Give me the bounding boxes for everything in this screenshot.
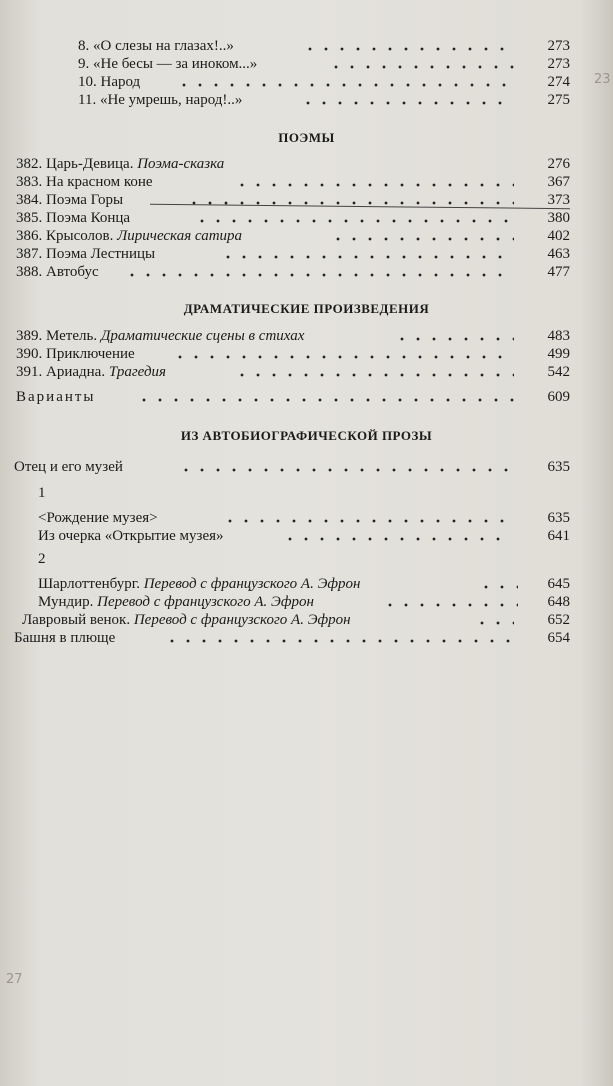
entry-label: 9. «Не бесы — за иноком...» — [78, 56, 258, 72]
page-number: 645 — [547, 576, 570, 592]
entry-title: Приключение — [46, 346, 135, 362]
toc-entry-father — [14, 458, 570, 476]
entry-subtitle: Поэма-сказка — [137, 156, 225, 172]
margin-mark-bottom: 27 — [6, 972, 23, 987]
page-number: 635 — [547, 510, 570, 526]
entry-title: Шарлоттенбург. — [38, 576, 140, 592]
leader-dots — [222, 509, 514, 527]
entry-label: <Рождение музея> — [38, 510, 158, 526]
entry-number: 384. — [16, 192, 43, 208]
toc-entry-11 — [78, 91, 570, 109]
entry-number: 383. — [16, 174, 43, 190]
page-number: 273 — [547, 56, 570, 72]
page-number: 274 — [547, 74, 570, 90]
leader-dots — [234, 173, 514, 191]
toc-entry-383 — [16, 173, 570, 191]
entry-title: Мундир. — [38, 594, 94, 610]
page-number: 275 — [547, 92, 570, 108]
page-number: 654 — [547, 630, 570, 646]
leader-dots — [220, 245, 514, 263]
page-number: 402 — [547, 228, 570, 244]
toc-entry-389 — [16, 327, 570, 345]
toc-entry-birth — [38, 509, 570, 527]
page-number: 276 — [547, 156, 570, 172]
page-number: 648 — [547, 594, 570, 610]
toc-entry-laurel — [22, 611, 570, 629]
leader-dots — [234, 363, 514, 381]
page-number: 609 — [547, 389, 570, 405]
entry-subtitle: Перевод с французского А. Эфрон — [133, 612, 351, 628]
toc-entry-391 — [16, 363, 570, 381]
entry-number: 390. — [16, 346, 43, 362]
toc-entry-essay — [38, 527, 570, 545]
page-number: 652 — [547, 612, 570, 628]
page-number: 380 — [547, 210, 570, 226]
leader-dots — [124, 263, 514, 281]
toc-entry-382 — [16, 155, 570, 173]
leader-dots — [328, 55, 514, 73]
section-heading-poems: ПОЭМЫ — [278, 130, 335, 145]
leader-dots — [330, 227, 514, 245]
toc-entry-10 — [78, 73, 570, 91]
leader-dots — [176, 73, 514, 91]
leader-dots — [300, 91, 514, 109]
leader-dots — [178, 458, 514, 476]
entry-label: 11. «Не умрешь, народ!..» — [78, 92, 243, 108]
page-number: 499 — [547, 346, 570, 362]
toc-entry-386 — [16, 227, 570, 245]
leader-dots — [194, 209, 514, 227]
entry-label: Варианты — [16, 389, 96, 405]
entry-title: Поэма Горы — [46, 192, 124, 208]
leader-dots — [382, 593, 518, 611]
entry-title: На красном коне — [46, 174, 153, 190]
leader-dots — [282, 527, 506, 545]
toc-entry-387 — [16, 245, 570, 263]
entry-title: Царь-Девица. — [46, 156, 134, 172]
toc-entry-9 — [78, 55, 570, 73]
page-number: 641 — [547, 528, 570, 544]
leader-dots — [302, 37, 512, 55]
toc-entry-mundir — [38, 593, 570, 611]
entry-number: 385. — [16, 210, 43, 226]
entry-title: Крысолов. — [46, 228, 114, 244]
toc-entry-charlottenburg — [38, 575, 570, 593]
entry-label: 8. «О слезы на глазах!..» — [78, 38, 234, 54]
section-heading-drama: ДРАМАТИЧЕСКИЕ ПРОИЗВЕДЕНИЯ — [183, 301, 430, 316]
part-number: 2 — [38, 551, 46, 567]
toc-entry-385 — [16, 209, 570, 227]
entry-label: Башня в плюще — [14, 630, 116, 646]
entry-number: 387. — [16, 246, 43, 262]
margin-mark-top: 23 — [594, 72, 611, 87]
entry-title: Лавровый венок. — [22, 612, 131, 628]
entry-number: 391. — [16, 364, 43, 380]
entry-title: Автобус — [46, 264, 99, 280]
entry-title: Поэма Конца — [46, 210, 131, 226]
entry-label: Отец и его музей — [14, 459, 123, 475]
entry-title: Поэма Лестницы — [46, 246, 156, 262]
section-heading-prose: ИЗ АВТОБИОГРАФИЧЕСКОЙ ПРОЗЫ — [180, 428, 433, 443]
page-number: 635 — [547, 459, 570, 475]
entry-number: 386. — [16, 228, 43, 244]
page-number: 483 — [547, 328, 570, 344]
leader-dots — [172, 345, 514, 363]
part-number: 1 — [38, 485, 46, 501]
page-number: 477 — [547, 264, 570, 280]
leader-dots — [474, 611, 514, 629]
entry-subtitle: Перевод с французского А. Эфрон — [143, 576, 361, 592]
page-number: 463 — [547, 246, 570, 262]
entry-number: 382. — [16, 156, 43, 172]
page-number: 542 — [547, 364, 570, 380]
entry-label: Из очерка «Открытие музея» — [38, 528, 224, 544]
entry-number: 389. — [16, 328, 43, 344]
leader-dots — [164, 629, 514, 647]
entry-subtitle: Трагедия — [108, 364, 167, 380]
toc-entry-tower — [14, 629, 570, 647]
entry-title: Ариадна. — [46, 364, 106, 380]
toc-entry-8 — [78, 37, 570, 55]
page-number: 273 — [547, 38, 570, 54]
toc-entry-variants — [16, 388, 570, 406]
entry-number: 388. — [16, 264, 43, 280]
toc-entry-390 — [16, 345, 570, 363]
leader-dots — [394, 327, 514, 345]
leader-dots — [136, 388, 514, 406]
entry-subtitle: Лирическая сатира — [117, 228, 243, 244]
page-number: 367 — [547, 174, 570, 190]
entry-subtitle: Драматические сцены в стихах — [100, 328, 305, 344]
entry-subtitle: Перевод с французского А. Эфрон — [97, 594, 314, 610]
page-number: 373 — [547, 192, 570, 208]
leader-dots — [478, 575, 518, 593]
toc-entry-388 — [16, 263, 570, 281]
entry-title: Метель. — [46, 328, 98, 344]
entry-label: 10. Народ — [78, 74, 141, 90]
